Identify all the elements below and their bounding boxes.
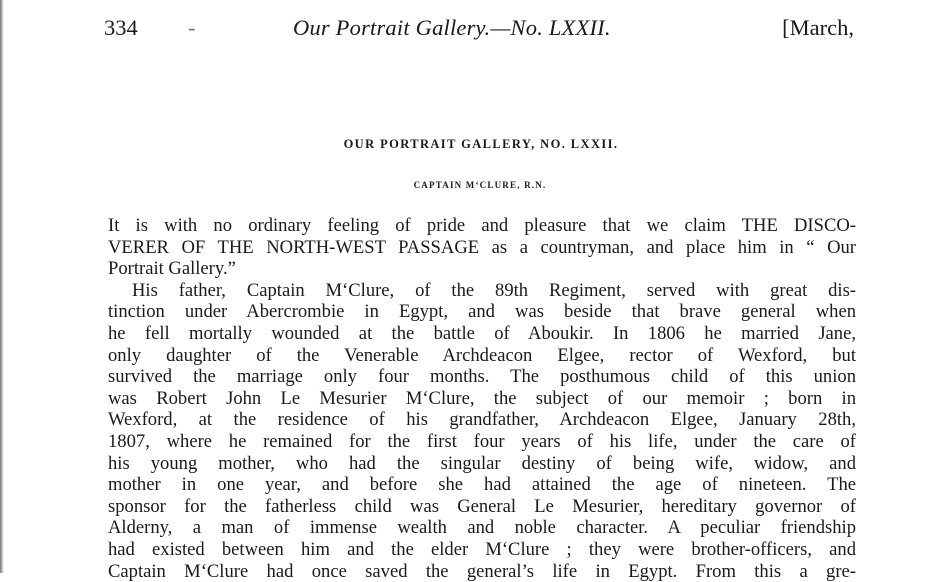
text-line-16: had existed between him and the elder M‘Clure ; they were brother-officers, and [108,538,856,560]
article-title: OUR PORTRAIT GALLERY, NO. LXXII. [343,137,619,151]
text-line-6: he fell mortally wounded at the battle of Aboukir. In 1806 he married Jane, [108,322,856,344]
text-line-8: survived the marriage only four months. The posthumous child of this union [108,366,856,388]
text-line-7: only daughter of the Venerable Archdeacon Elgee, rector of Wexford, but [108,344,856,366]
text-line-14: sponsor for the fatherless child was General Le Mesurier, hereditary governor of [108,495,856,517]
text-line-2: VERER OF THE NORTH-WEST PASSAGE as a countryman, and place him in “ Our [108,236,856,258]
text-line-17: Captain M‘Clure had once saved the general’s life in Egypt. From this a gre- [108,560,856,582]
text-line-3: Portrait Gallery.” [108,258,236,280]
page-number: 334 [104,15,138,40]
text-line-4: His father, Captain M‘Clure, of the 89th Regiment, served with great dis- [132,279,856,301]
article-body [108,215,856,582]
issue-month: [March, [782,15,854,40]
page-edge-shadow [0,0,4,573]
text-line-1: It is with no ordinary feeling of pride and pleasure that we claim THE DISCO- [108,215,856,236]
text-line-11: 1807, where he remained for the first four years of his life, under the care of [108,430,856,452]
header-separator: - [188,15,196,40]
journal-title: Our Portrait Gallery.—No. LXXII. [293,15,611,40]
text-line-9: was Robert John Le Mesurier M‘Clure, the subject of our memoir ; born in [108,387,856,409]
running-header [104,15,864,49]
text-line-10: Wexford, at the residence of his grandfather, Archdeacon Elgee, January 28th, [108,409,856,431]
text-line-13: mother in one year, and before she had attained the age of nineteen. The [108,474,856,496]
article-subtitle: CAPTAIN M‘CLURE, R.N. [413,180,547,190]
text-line-15: Alderny, a man of immense wealth and noble character. A peculiar friendship [108,517,856,539]
text-line-5: tinction under Abercrombie in Egypt, and was beside that brave general when [108,301,856,323]
text-line-12: his young mother, who had the singular destiny of being wife, widow, and [108,452,856,474]
